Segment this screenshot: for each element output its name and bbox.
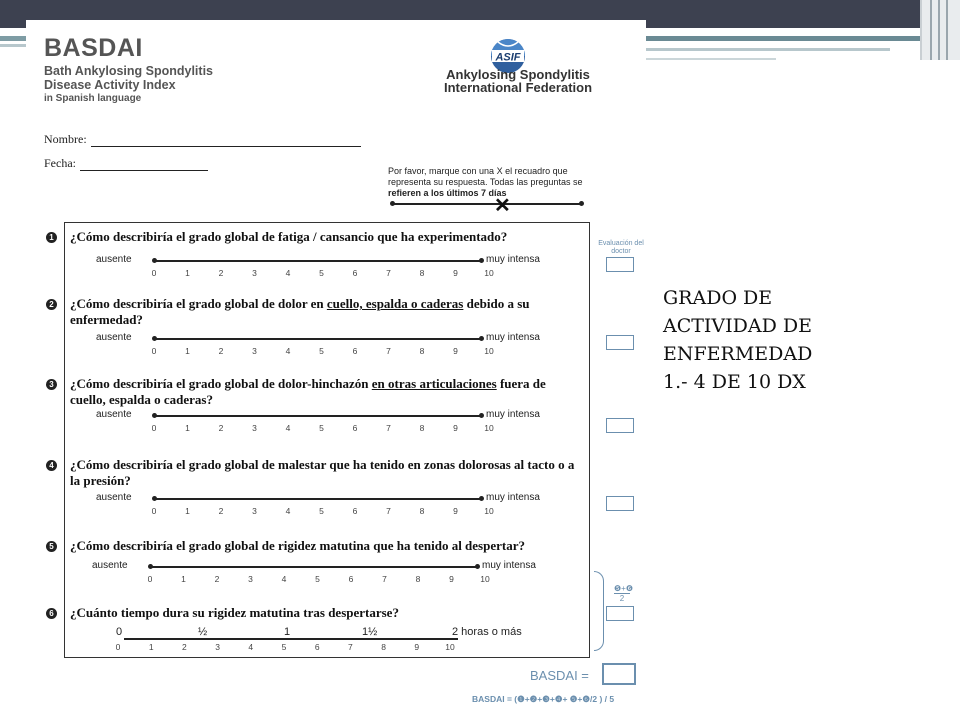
decor-stripe: [646, 48, 890, 51]
scale-tick: 4: [285, 268, 291, 278]
scale-tick: 3: [252, 506, 257, 516]
brace-q5-q6: [594, 571, 604, 651]
decor-stripe: [646, 36, 926, 41]
scale-tick: 8: [419, 506, 425, 516]
scale-tick: 2: [218, 506, 224, 516]
scale-tick: 1: [185, 268, 190, 278]
doctor-eval-label: Evaluación del doctor: [598, 240, 644, 255]
scale-tick: 9: [449, 574, 454, 584]
scale-tick: 7: [386, 423, 391, 433]
time-scale-tick: 1: [148, 642, 154, 652]
scale-tick: 8: [415, 574, 421, 584]
score-box-q5-q6: [606, 606, 634, 621]
scale-q1: ausente muy intensa 0 1 2 3 4 5 6 7 8 9 10: [96, 254, 540, 278]
date-field: Fecha:: [44, 156, 208, 171]
time-scale-q6: 0 ½ 1 1½ 2 horas o más 0 1 2 3 4 5 6 7 8 9 10: [86, 626, 556, 656]
scale-tick: 4: [285, 346, 291, 356]
question-5: ¿Cómo describiría el grado global de rigidez matutina que ha tenido al despertar?: [70, 538, 525, 553]
score-box-q2: [606, 335, 634, 350]
scale-tick: 9: [453, 506, 458, 516]
side-line-4: 1.- 4 DE 10 DX: [663, 371, 806, 393]
activity-grade-text: [663, 284, 863, 396]
scale-tick: 3: [248, 574, 253, 584]
form-subtitle: Bath Ankylosing Spondylitis Disease Activity Index: [44, 64, 213, 92]
basdai-total-box: [602, 663, 636, 685]
scale-tick: 1: [185, 423, 190, 433]
basdai-total-label: BASDAI =: [530, 668, 589, 683]
name-field: Nombre:: [44, 132, 361, 147]
scale-tick: 10: [480, 574, 490, 584]
question-number: 4: [46, 460, 57, 471]
questions-frame: [64, 222, 590, 658]
scale-tick: 7: [386, 268, 391, 278]
side-line-1: GRADO DE: [663, 287, 773, 309]
question-number: 3: [46, 379, 57, 390]
scale-tick: 0: [147, 574, 153, 584]
scale-q5: ausente muy intensa 0 1 2 3 4 5 6 7 8 9 10: [92, 560, 536, 584]
scale-tick: 9: [453, 268, 458, 278]
scale-tick: 6: [352, 346, 358, 356]
score-box-q3: [606, 418, 634, 433]
basdai-form-image: [26, 20, 646, 720]
scale-q3: ausente muy intensa 0 1 2 3 4 5 6 7 8 9 10: [96, 409, 540, 433]
scale-tick: 7: [386, 506, 391, 516]
question-number: 2: [46, 299, 57, 310]
scale-tick: 8: [419, 346, 425, 356]
scale-tick: 3: [252, 346, 257, 356]
svg-text:ASIF: ASIF: [495, 51, 521, 64]
scale-tick: 3: [252, 268, 257, 278]
scale-tick: 0: [151, 423, 157, 433]
time-scale-tick: 3: [215, 642, 220, 652]
scale-tick: 5: [319, 346, 324, 356]
x-mark-icon: ✕: [494, 195, 511, 217]
decor-stripe: [646, 58, 776, 60]
scale-tick: 9: [453, 346, 458, 356]
scale-tick: 5: [319, 506, 324, 516]
average-fraction: ❺+❻ 2: [614, 584, 634, 603]
scale-tick: 6: [352, 506, 358, 516]
time-scale-tick: 4: [248, 642, 254, 652]
scale-tick: 9: [453, 423, 458, 433]
side-line-3: ENFERMEDAD: [663, 343, 813, 365]
scale-tick: 8: [419, 423, 425, 433]
example-scale: [392, 203, 582, 205]
score-box-q4: [606, 496, 634, 511]
scale-tick: 10: [484, 268, 494, 278]
scale-tick: 7: [386, 346, 391, 356]
scale-tick: 2: [214, 574, 220, 584]
time-scale-tick: 8: [381, 642, 386, 652]
scale-tick: 0: [151, 346, 157, 356]
scale-tick: 6: [352, 268, 358, 278]
side-line-2: ACTIVIDAD DE: [663, 315, 812, 337]
form-title: BASDAI: [44, 34, 143, 62]
question-4: ¿Cómo describiría el grado global de malestar que ha tenido en zonas dolorosas al tacto o a la presión?: [70, 457, 575, 488]
time-scale-tick: 7: [348, 642, 353, 652]
scale-tick: 5: [319, 423, 324, 433]
scale-q4: ausente muy intensa 0 1 2 3 4 5 6 7 8 9 10: [96, 492, 540, 516]
scale-tick: 10: [484, 423, 494, 433]
time-scale-tick: 10: [445, 642, 455, 652]
scale-q2: ausente muy intensa 0 1 2 3 4 5 6 7 8 9 10: [96, 332, 540, 356]
scale-tick: 1: [185, 346, 190, 356]
question-3: ¿Cómo describiría el grado global de dolor-hinchazón en otras articulaciones fuera de cuello, espalda o caderas?: [70, 376, 546, 407]
scale-tick: 2: [218, 423, 224, 433]
scale-tick: 0: [151, 506, 157, 516]
question-number: 1: [46, 232, 57, 243]
scale-tick: 0: [151, 268, 157, 278]
scale-tick: 10: [484, 506, 494, 516]
federation-name: Ankylosing Spondylitis International Federation: [443, 67, 593, 95]
scale-tick: 5: [315, 574, 320, 584]
scale-tick: 2: [218, 268, 224, 278]
time-scale-tick: 2: [182, 642, 187, 652]
question-6: ¿Cuánto tiempo dura su rigidez matutina tras despertarse?: [70, 605, 399, 620]
question-number: 5: [46, 541, 57, 552]
scale-tick: 8: [419, 268, 425, 278]
scale-tick: 10: [484, 346, 494, 356]
scale-tick: 7: [382, 574, 387, 584]
scale-tick: 5: [319, 268, 324, 278]
scale-tick: 1: [185, 506, 190, 516]
scale-tick: 3: [252, 423, 257, 433]
form-language: in Spanish language: [44, 93, 142, 104]
scale-tick: 2: [218, 346, 224, 356]
time-scale-tick: 0: [115, 642, 121, 652]
time-scale-tick: 5: [281, 642, 287, 652]
score-box-q1: [606, 257, 634, 272]
scale-tick: 4: [285, 423, 291, 433]
time-scale-tick: 9: [414, 642, 420, 652]
scale-tick: 4: [281, 574, 287, 584]
time-scale-tick: 6: [314, 642, 320, 652]
scale-tick: 6: [348, 574, 354, 584]
question-2: ¿Cómo describiría el grado global de dolor en cuello, espalda o caderas debido a su enfermedad?: [70, 296, 530, 327]
corner-decor: [920, 0, 960, 60]
instructions: Por favor, marque con una X el recuadro que representa su respuesta. Todas las preguntas se refieren a los últimos 7 días: [388, 166, 583, 198]
basdai-formula: BASDAI = (❶+❷+❸+❹+ ❺+❻/2 ) / 5: [472, 694, 615, 704]
scale-tick: 1: [181, 574, 186, 584]
scale-tick: 4: [285, 506, 291, 516]
question-1: ¿Cómo describiría el grado global de fatiga / cansancio que ha experimentado?: [70, 229, 508, 244]
scale-tick: 6: [352, 423, 358, 433]
question-number: 6: [46, 608, 57, 619]
